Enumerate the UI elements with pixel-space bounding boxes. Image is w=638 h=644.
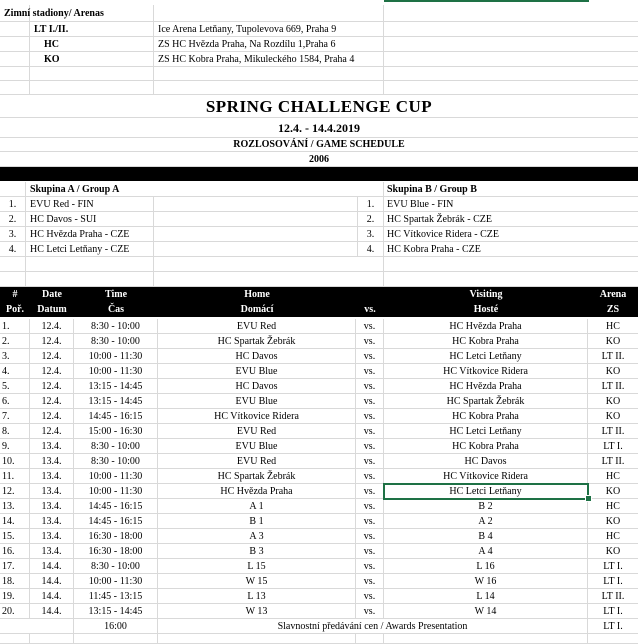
game-number[interactable]: 10. — [0, 454, 30, 468]
arenas-heading-row — [0, 5, 638, 22]
game-number[interactable]: 11. — [0, 469, 30, 483]
group-b-team-number[interactable]: 4. — [358, 242, 384, 256]
game-home-team[interactable]: W 15 — [158, 574, 356, 588]
game-date[interactable]: 13.4. — [30, 454, 74, 468]
game-number[interactable]: 17. — [0, 559, 30, 573]
game-arena[interactable]: KO — [605, 411, 621, 422]
group-team-row — [0, 212, 638, 227]
game-row — [0, 364, 638, 379]
game-row — [0, 544, 638, 559]
game-vs[interactable]: vs. — [356, 424, 384, 438]
game-number[interactable]: 4. — [0, 364, 30, 378]
arena-row — [0, 52, 638, 67]
game-visiting-team[interactable]: A 4 — [384, 544, 588, 558]
game-number[interactable]: 3. — [0, 349, 30, 363]
game-time[interactable]: 8:30 - 10:00 — [74, 454, 158, 468]
awards-label[interactable]: Slavnostní předávání cen / Awards Presentation — [158, 619, 588, 633]
group-team-row — [0, 242, 638, 257]
empty-row — [0, 81, 638, 95]
game-time[interactable]: 14:45 - 16:15 — [74, 409, 158, 423]
header-arena[interactable]: Arena — [599, 289, 627, 300]
group-a-team-number[interactable]: 3. — [0, 227, 26, 241]
game-number[interactable]: 15. — [0, 529, 30, 543]
game-row — [0, 529, 638, 544]
selection-column-marker — [384, 0, 589, 2]
game-home-team[interactable]: A 1 — [158, 499, 356, 513]
game-number[interactable]: 14. — [0, 514, 30, 528]
game-arena[interactable]: LT I. — [603, 561, 623, 572]
game-visiting-team[interactable]: W 16 — [384, 574, 588, 588]
game-row — [0, 454, 638, 469]
game-row — [0, 409, 638, 424]
group-a-team[interactable]: EVU Red - FIN — [26, 197, 154, 211]
game-row — [0, 589, 638, 604]
group-a-team-number[interactable]: 4. — [0, 242, 26, 256]
awards-time[interactable]: 16:00 — [74, 619, 158, 633]
game-arena[interactable]: LT II. — [601, 591, 625, 602]
game-arena[interactable]: LT II. — [601, 381, 625, 392]
group-b-team-number[interactable]: 1. — [358, 197, 384, 211]
empty-row — [0, 634, 638, 644]
game-arena[interactable]: LT I. — [603, 441, 623, 452]
group-b-label[interactable]: Skupina B / Group B — [387, 184, 477, 195]
group-a-team-number[interactable]: 2. — [0, 212, 26, 226]
group-b-team[interactable]: HC Vítkovice Ridera - CZE — [387, 229, 500, 240]
game-visiting-team[interactable]: HC Vítkovice Ridera — [384, 469, 588, 483]
arena-row — [0, 22, 638, 37]
group-b-team-number[interactable]: 3. — [358, 227, 384, 241]
awards-arena[interactable]: LT I. — [603, 621, 623, 632]
game-home-team[interactable]: HC Davos — [158, 379, 356, 393]
header-visiting-cz[interactable]: Hosté — [473, 304, 499, 315]
game-home-team[interactable]: EVU Red — [158, 424, 356, 438]
game-vs[interactable]: vs. — [356, 604, 384, 618]
game-home-team[interactable]: EVU Red — [158, 454, 356, 468]
schedule-label[interactable]: ROZLOSOVÁNÍ / GAME SCHEDULE — [0, 138, 638, 152]
game-date[interactable]: 13.4. — [30, 529, 74, 543]
game-time[interactable]: 16:30 - 18:00 — [74, 529, 158, 543]
game-row — [0, 424, 638, 439]
game-row — [0, 334, 638, 349]
empty-row — [0, 272, 638, 287]
game-time[interactable]: 8:30 - 10:00 — [74, 439, 158, 453]
game-visiting-team[interactable]: HC Kobra Praha — [384, 334, 588, 348]
game-home-team[interactable]: HC Hvězda Praha — [158, 484, 356, 498]
game-row — [0, 499, 638, 514]
game-time[interactable]: 15:00 - 16:30 — [74, 424, 158, 438]
game-vs[interactable]: vs. — [356, 349, 384, 363]
header-visiting[interactable]: Visiting — [469, 289, 503, 300]
game-home-team[interactable]: EVU Blue — [158, 439, 356, 453]
game-row — [0, 394, 638, 409]
game-date[interactable]: 13.4. — [30, 484, 74, 498]
game-row — [0, 319, 638, 334]
game-vs[interactable]: vs. — [356, 334, 384, 348]
game-visiting-team[interactable]: HC Kobra Praha — [384, 439, 588, 453]
game-vs[interactable]: vs. — [356, 364, 384, 378]
game-visiting-team[interactable]: HC Spartak Žebrák — [384, 394, 588, 408]
game-date[interactable]: 14.4. — [30, 589, 74, 603]
game-home-team[interactable]: HC Spartak Žebrák — [158, 334, 356, 348]
game-number[interactable]: 1. — [0, 319, 30, 333]
game-visiting-team[interactable]: B 4 — [384, 529, 588, 543]
groups-heading-row — [0, 182, 638, 197]
divider-bar — [0, 167, 638, 181]
game-time[interactable]: 16:30 - 18:00 — [74, 544, 158, 558]
event-title[interactable]: SPRING CHALLENGE CUP — [0, 95, 638, 118]
game-time[interactable]: 10:00 - 11:30 — [74, 349, 158, 363]
game-arena[interactable]: HC — [606, 501, 620, 512]
schedule-header-row-1 — [0, 287, 638, 302]
empty-row — [0, 257, 638, 272]
game-row — [0, 559, 638, 574]
game-number[interactable]: 19. — [0, 589, 30, 603]
game-vs[interactable]: vs. — [356, 394, 384, 408]
game-number[interactable]: 16. — [0, 544, 30, 558]
game-visiting-team[interactable]: HC Letci Letňany — [384, 484, 588, 498]
game-time[interactable]: 8:30 - 10:00 — [74, 559, 158, 573]
game-visiting-team[interactable]: HC Hvězda Praha — [384, 379, 588, 393]
game-home-team[interactable]: L 15 — [158, 559, 356, 573]
game-number[interactable]: 6. — [0, 394, 30, 408]
game-visiting-team[interactable]: HC Davos — [384, 454, 588, 468]
event-year[interactable]: 2006 — [0, 152, 638, 167]
game-vs[interactable]: vs. — [356, 454, 384, 468]
game-time[interactable]: 14:45 - 16:15 — [74, 514, 158, 528]
group-b-team[interactable]: HC Kobra Praha - CZE — [387, 244, 481, 255]
game-home-team[interactable]: EVU Blue — [158, 394, 356, 408]
game-date[interactable]: 14.4. — [30, 604, 74, 618]
header-number[interactable]: # — [12, 289, 18, 300]
game-visiting-team[interactable]: HC Hvězda Praha — [384, 319, 588, 333]
game-home-team[interactable]: A 3 — [158, 529, 356, 543]
game-number[interactable]: 8. — [0, 424, 30, 438]
arena-code[interactable]: HC — [30, 37, 154, 51]
game-arena[interactable]: LT II. — [601, 426, 625, 437]
game-date[interactable]: 13.4. — [30, 544, 74, 558]
game-home-team[interactable]: B 3 — [158, 544, 356, 558]
game-home-team[interactable]: W 13 — [158, 604, 356, 618]
header-time[interactable]: Time — [104, 289, 128, 300]
game-visiting-team[interactable]: HC Letci Letňany — [384, 349, 588, 363]
game-date[interactable]: 13.4. — [30, 514, 74, 528]
game-arena[interactable]: KO — [605, 486, 621, 497]
awards-row — [0, 619, 638, 634]
game-vs[interactable]: vs. — [356, 514, 384, 528]
game-time[interactable]: 10:00 - 11:30 — [74, 484, 158, 498]
game-number[interactable]: 12. — [0, 484, 30, 498]
game-date[interactable]: 12.4. — [30, 319, 74, 333]
game-home-team[interactable]: HC Davos — [158, 349, 356, 363]
game-arena[interactable]: KO — [605, 516, 621, 527]
game-number[interactable]: 20. — [0, 604, 30, 618]
game-date[interactable]: 12.4. — [30, 349, 74, 363]
group-b-team[interactable]: HC Spartak Žebrák - CZE — [387, 214, 492, 225]
game-arena[interactable]: KO — [605, 336, 621, 347]
game-number[interactable]: 18. — [0, 574, 30, 588]
game-arena[interactable]: KO — [605, 366, 621, 377]
group-b-team[interactable]: EVU Blue - FIN — [387, 199, 454, 210]
game-row — [0, 379, 638, 394]
group-a-team[interactable]: HC Hvězda Praha - CZE — [26, 227, 154, 241]
header-home-cz[interactable]: Domácí — [240, 304, 274, 315]
game-arena[interactable]: HC — [606, 471, 620, 482]
game-date[interactable]: 13.4. — [30, 499, 74, 513]
game-arena[interactable]: KO — [605, 396, 621, 407]
selected-cell[interactable] — [383, 483, 589, 500]
game-arena[interactable]: HC — [606, 531, 620, 542]
game-row — [0, 349, 638, 364]
game-time[interactable]: 8:30 - 10:00 — [74, 319, 158, 333]
group-team-row — [0, 197, 638, 212]
header-date-cz[interactable]: Datum — [37, 304, 67, 315]
game-date[interactable]: 12.4. — [30, 409, 74, 423]
game-home-team[interactable]: EVU Blue — [158, 364, 356, 378]
game-time[interactable]: 10:00 - 11:30 — [74, 364, 158, 378]
game-arena[interactable]: LT II. — [601, 456, 625, 467]
game-visiting-team[interactable]: HC Vítkovice Ridera — [384, 364, 588, 378]
game-vs[interactable]: vs. — [356, 589, 384, 603]
group-b-team-number[interactable]: 2. — [358, 212, 384, 226]
game-home-team[interactable]: HC Spartak Žebrák — [158, 469, 356, 483]
game-row — [0, 439, 638, 454]
game-number[interactable]: 5. — [0, 379, 30, 393]
game-visiting-team[interactable]: L 14 — [384, 589, 588, 603]
game-time[interactable]: 10:00 - 11:30 — [74, 469, 158, 483]
game-visiting-team[interactable]: HC Kobra Praha — [384, 409, 588, 423]
empty-row — [0, 67, 638, 81]
header-home[interactable]: Home — [244, 289, 270, 300]
game-date[interactable]: 12.4. — [30, 379, 74, 393]
game-date[interactable]: 12.4. — [30, 394, 74, 408]
game-date[interactable]: 14.4. — [30, 559, 74, 573]
game-vs[interactable]: vs. — [356, 499, 384, 513]
game-home-team[interactable]: EVU Red — [158, 319, 356, 333]
game-number[interactable]: 9. — [0, 439, 30, 453]
group-a-team[interactable]: HC Davos - SUI — [26, 212, 154, 226]
header-vs[interactable]: vs. — [364, 304, 376, 315]
game-row — [0, 604, 638, 619]
game-vs[interactable]: vs. — [356, 319, 384, 333]
game-vs[interactable]: vs. — [356, 439, 384, 453]
arena-code[interactable]: KO — [30, 52, 154, 66]
game-vs[interactable]: vs. — [356, 469, 384, 483]
arena-address[interactable]: ZS HC Kobra Praha, Mikuleckého 1584, Praha 4 — [154, 52, 384, 66]
game-date[interactable]: 12.4. — [30, 364, 74, 378]
game-arena[interactable]: KO — [605, 546, 621, 557]
arena-address[interactable]: ZS HC Hvězda Praha, Na Rozdílu 1,Praha 6 — [154, 37, 384, 51]
game-date[interactable]: 13.4. — [30, 469, 74, 483]
arena-row — [0, 37, 638, 52]
game-arena[interactable]: LT II. — [601, 351, 625, 362]
game-visiting-team[interactable]: L 16 — [384, 559, 588, 573]
game-visiting-team[interactable]: B 2 — [384, 499, 588, 513]
group-a-label[interactable]: Skupina A / Group A — [30, 184, 120, 195]
event-dates[interactable]: 12.4. - 14.4.2019 — [0, 118, 638, 138]
game-time[interactable]: 11:45 - 13:15 — [74, 589, 158, 603]
game-vs[interactable]: vs. — [356, 529, 384, 543]
arenas-heading[interactable]: Zimní stadiony/ Arenas — [4, 8, 104, 19]
group-a-team-number[interactable]: 1. — [0, 197, 26, 211]
game-row — [0, 514, 638, 529]
game-time[interactable]: 10:00 - 11:30 — [74, 574, 158, 588]
game-vs[interactable]: vs. — [356, 379, 384, 393]
fill-handle[interactable] — [585, 495, 592, 502]
header-date[interactable]: Date — [42, 289, 62, 300]
game-number[interactable]: 13. — [0, 499, 30, 513]
game-row — [0, 574, 638, 589]
game-visiting-team[interactable]: W 14 — [384, 604, 588, 618]
schedule-header-row-2 — [0, 302, 638, 317]
game-visiting-team[interactable]: HC Letci Letňany — [384, 424, 588, 438]
header-number-cz[interactable]: Poř. — [5, 304, 25, 315]
game-date[interactable]: 13.4. — [30, 439, 74, 453]
group-team-row — [0, 227, 638, 242]
game-number[interactable]: 7. — [0, 409, 30, 423]
game-date[interactable]: 12.4. — [30, 424, 74, 438]
game-row — [0, 469, 638, 484]
header-arena-cz[interactable]: ZS — [606, 304, 620, 315]
arena-code[interactable]: LT I./II. — [30, 22, 154, 36]
game-time[interactable]: 13:15 - 14:45 — [74, 394, 158, 408]
game-home-team[interactable]: L 13 — [158, 589, 356, 603]
game-time[interactable]: 14:45 - 16:15 — [74, 499, 158, 513]
game-vs[interactable]: vs. — [356, 559, 384, 573]
game-vs[interactable]: vs. — [356, 574, 384, 588]
game-home-team[interactable]: B 1 — [158, 514, 356, 528]
game-number[interactable]: 2. — [0, 334, 30, 348]
game-time[interactable]: 8:30 - 10:00 — [74, 334, 158, 348]
game-visiting-team[interactable]: A 2 — [384, 514, 588, 528]
game-time[interactable]: 13:15 - 14:45 — [74, 379, 158, 393]
game-time[interactable]: 13:15 - 14:45 — [74, 604, 158, 618]
group-a-team[interactable]: HC Letci Letňany - CZE — [26, 242, 154, 256]
game-home-team[interactable]: HC Vítkovice Ridera — [158, 409, 356, 423]
game-date[interactable]: 14.4. — [30, 574, 74, 588]
game-vs[interactable]: vs. — [356, 409, 384, 423]
game-arena[interactable]: LT I. — [603, 576, 623, 587]
arena-address[interactable]: Ice Arena Letňany, Tupolevova 669, Praha 9 — [154, 22, 384, 36]
game-date[interactable]: 12.4. — [30, 334, 74, 348]
game-arena[interactable]: HC — [606, 321, 620, 332]
header-time-cz[interactable]: Čas — [107, 304, 125, 315]
game-vs[interactable]: vs. — [356, 484, 384, 498]
game-vs[interactable]: vs. — [356, 544, 384, 558]
game-arena[interactable]: LT I. — [603, 606, 623, 617]
